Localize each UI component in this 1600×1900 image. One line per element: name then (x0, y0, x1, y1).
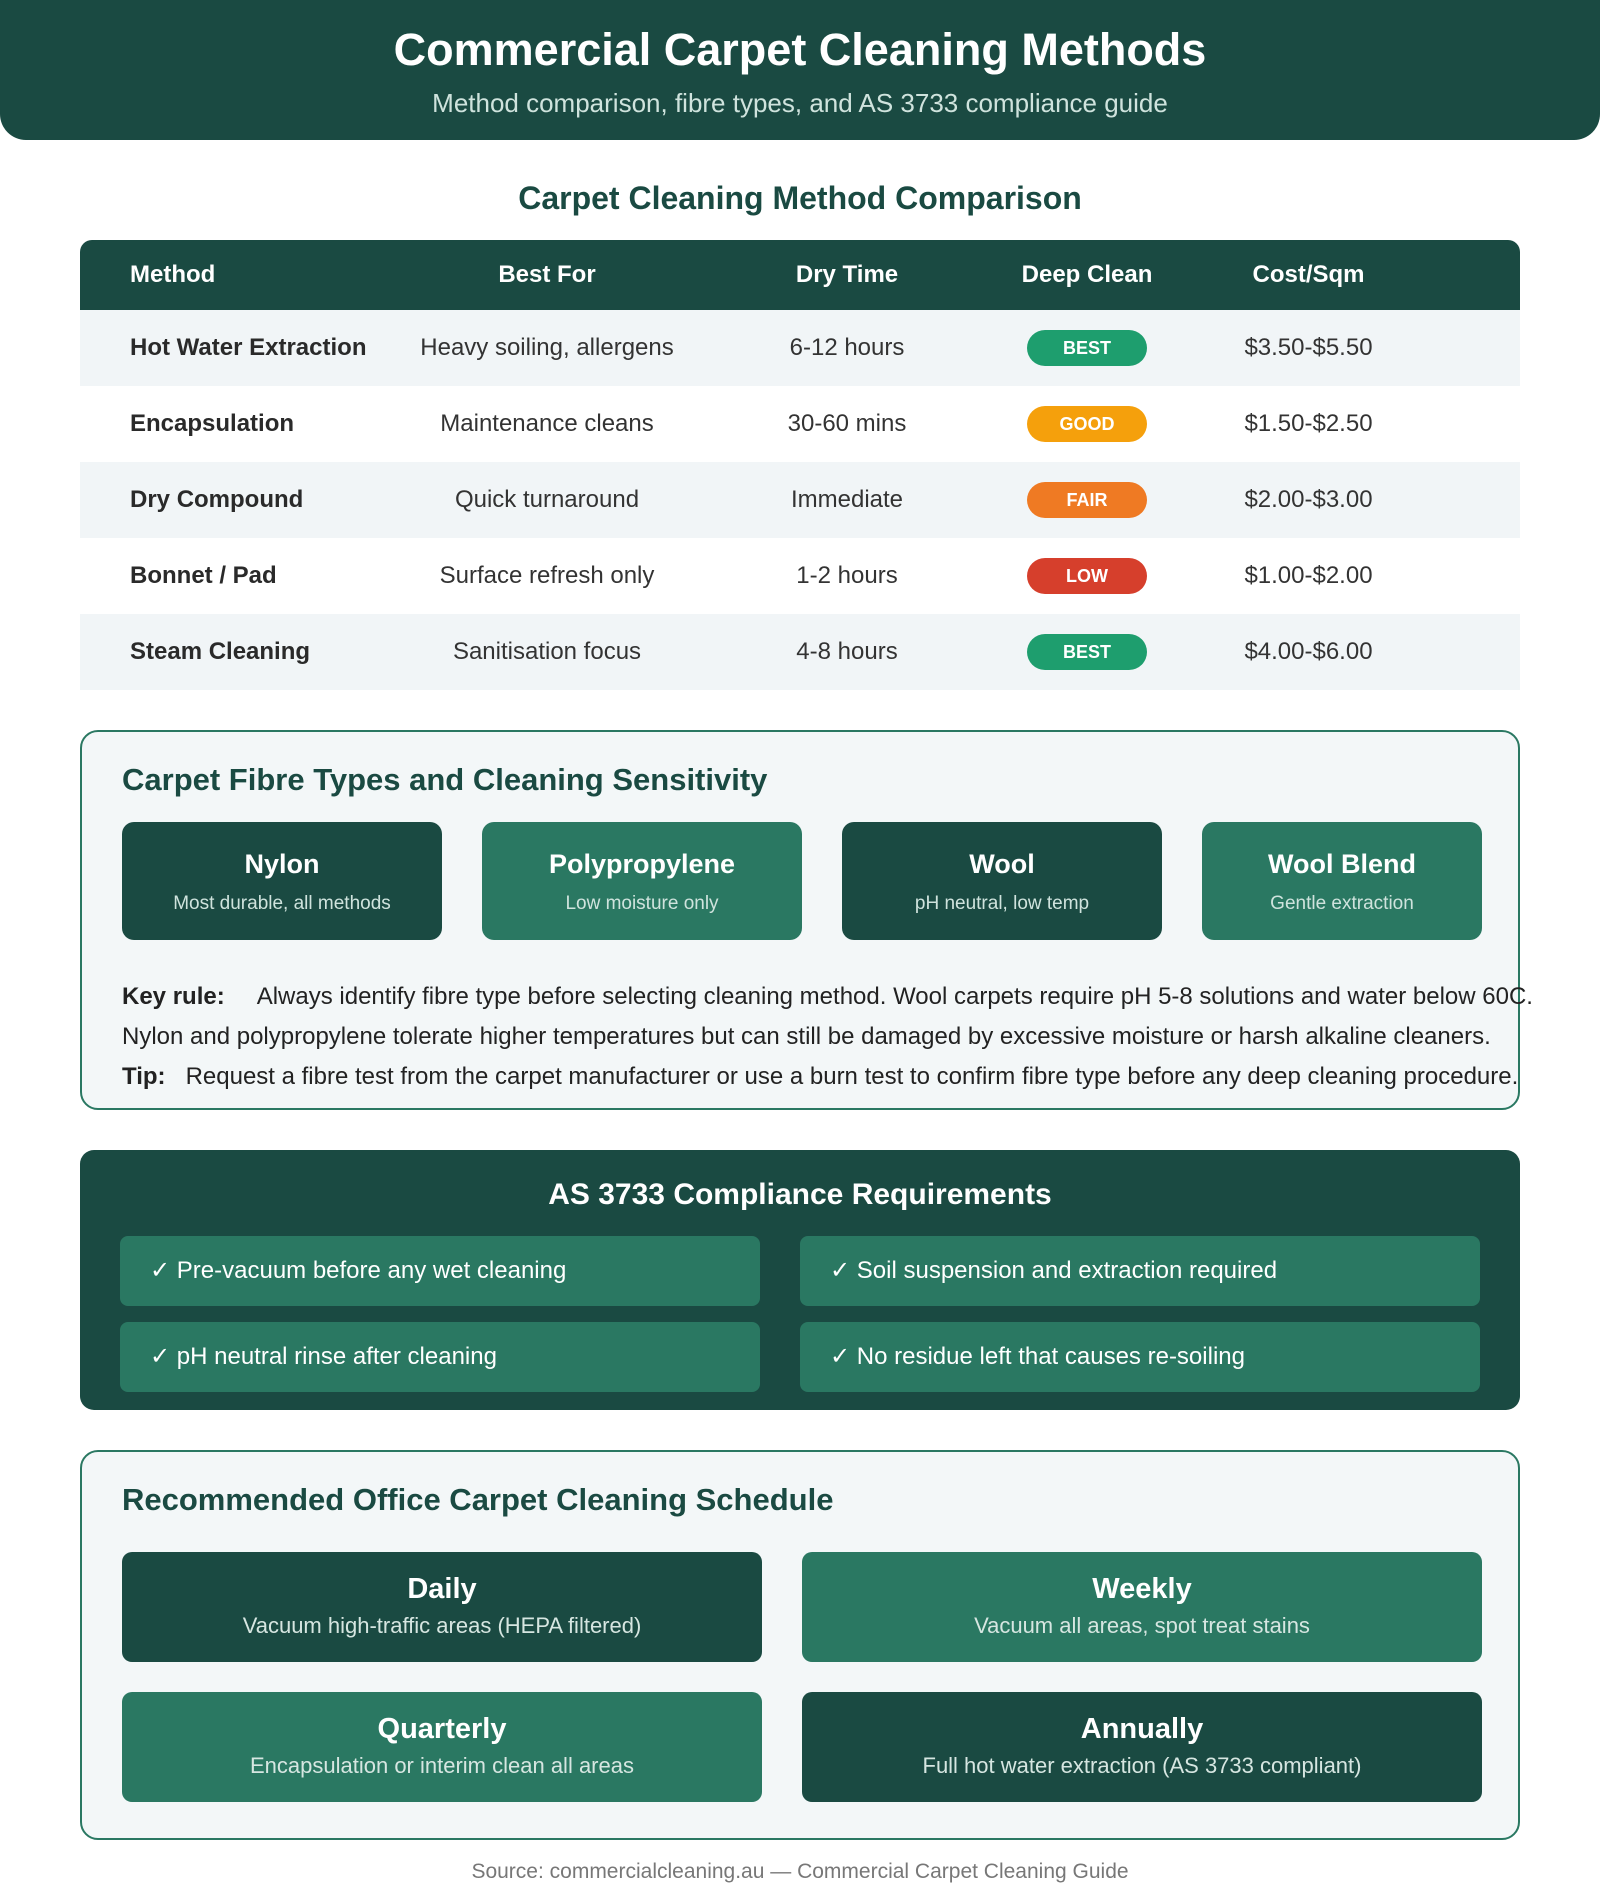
best-for-cell: Sanitisation focus (452, 638, 642, 665)
method-comparison-table (80, 240, 1520, 690)
fibre-name: Nylon (244, 849, 320, 879)
schedule-name: Quarterly (377, 1713, 507, 1745)
compliance-title: AS 3733 Compliance Requirements (548, 1178, 1052, 1211)
best-for-cell: Maintenance cleans (440, 410, 654, 437)
schedule-desc: Encapsulation or interim clean all areas (250, 1753, 634, 1778)
best-for-cell: Quick turnaround (454, 486, 640, 513)
page-title: Commercial Carpet Cleaning Methods (393, 24, 1207, 75)
deep-clean-badge: BEST (1027, 330, 1147, 366)
fibre-name: Wool Blend (1268, 849, 1416, 879)
table-row (80, 310, 1520, 386)
fibre-card-wool-blend (1202, 822, 1482, 940)
fibre-desc: Most durable, all methods (173, 893, 391, 914)
table-row (80, 538, 1520, 614)
cost-cell: $4.00-$6.00 (1244, 638, 1373, 665)
comparison-title: Carpet Cleaning Method Comparison (518, 180, 1082, 216)
dry-time-cell: 30-60 mins (787, 410, 907, 437)
table-row (80, 462, 1520, 538)
tip-body: Request a fibre test from the carpet manufacturer or use a burn test to confirm fibre type before any deep cleaning procedure. (185, 1063, 1519, 1090)
fibre-types-panel (80, 730, 1533, 1110)
schedule-panel (80, 1450, 1520, 1840)
method-cell: Encapsulation (130, 410, 295, 437)
fibre-card-nylon (122, 822, 442, 940)
compliance-panel (80, 1150, 1520, 1410)
cost-cell: $2.00-$3.00 (1244, 486, 1373, 513)
deep-clean-badge: LOW (1027, 558, 1147, 594)
compliance-item: ✓ pH neutral rinse after cleaning (120, 1322, 760, 1392)
table-body (80, 310, 1520, 690)
compliance-item: ✓ Soil suspension and extraction required (800, 1236, 1480, 1306)
schedule-title: Recommended Office Carpet Cleaning Schedule (122, 1482, 834, 1517)
cost-cell: $1.50-$2.50 (1244, 410, 1373, 437)
cost-cell: $1.00-$2.00 (1244, 562, 1373, 589)
column-header-deep-clean: Deep Clean (1021, 261, 1153, 288)
fibre-name: Polypropylene (548, 849, 736, 879)
dry-time-cell: 4-8 hours (796, 638, 898, 665)
column-header-cost: Cost/Sqm (1252, 261, 1365, 288)
cost-cell: $3.50-$5.50 (1244, 334, 1373, 361)
page-header (0, 0, 1600, 140)
schedule-desc: Vacuum high-traffic areas (HEPA filtered) (242, 1613, 642, 1638)
tip-label: Tip: (122, 1063, 166, 1090)
schedule-desc: Full hot water extraction (AS 3733 compliant) (922, 1753, 1362, 1778)
key-rule-body-2: Nylon and polypropylene tolerate higher temperatures but can still be damaged by excessive moisture or harsh alkaline cleaners. (122, 1023, 1491, 1050)
key-rule-label: Key rule: (122, 983, 225, 1010)
deep-clean-badge: FAIR (1027, 482, 1147, 518)
method-cell: Steam Cleaning (130, 638, 311, 665)
schedule-name: Annually (1080, 1713, 1204, 1745)
schedule-card-quarterly (122, 1692, 762, 1802)
schedule-desc: Vacuum all areas, spot treat stains (974, 1613, 1310, 1638)
dry-time-cell: 1-2 hours (796, 562, 898, 589)
fibre-types-title: Carpet Fibre Types and Cleaning Sensitivity (122, 762, 768, 797)
fibre-card-polypropylene (482, 822, 802, 940)
page-subtitle: Method comparison, fibre types, and AS 3733 compliance guide (432, 88, 1168, 118)
schedule-name: Daily (407, 1573, 477, 1605)
best-for-cell: Heavy soiling, allergens (420, 334, 674, 361)
fibre-desc: Gentle extraction (1270, 893, 1414, 914)
dry-time-cell: Immediate (790, 486, 904, 513)
schedule-card-daily (122, 1552, 762, 1662)
method-cell: Hot Water Extraction (130, 334, 367, 361)
fibre-name: Wool (969, 849, 1035, 879)
source-footer: Source: commercialcleaning.au — Commercial Carpet Cleaning Guide (471, 1860, 1129, 1883)
table-row (80, 386, 1520, 462)
column-header-method: Method (130, 261, 216, 288)
fibre-card-wool (842, 822, 1162, 940)
method-cell: Bonnet / Pad (130, 562, 277, 589)
fibre-desc: pH neutral, low temp (914, 893, 1090, 914)
dry-time-cell: 6-12 hours (789, 334, 905, 361)
table-row (80, 614, 1520, 690)
table-header (80, 240, 1520, 310)
column-header-dry-time: Dry Time (795, 261, 899, 288)
column-header-best-for: Best For (498, 261, 596, 288)
schedule-card-annually (802, 1692, 1482, 1802)
schedule-card-weekly (802, 1552, 1482, 1662)
key-rule-body: Always identify fibre type before selecting cleaning method. Wool carpets require pH 5-8 solutions and water below 60C. (256, 983, 1533, 1010)
fibre-desc: Low moisture only (565, 893, 719, 914)
compliance-item: ✓ No residue left that causes re-soiling (800, 1322, 1480, 1392)
deep-clean-badge: BEST (1027, 634, 1147, 670)
deep-clean-badge: GOOD (1027, 406, 1147, 442)
schedule-name: Weekly (1092, 1573, 1192, 1605)
method-cell: Dry Compound (130, 486, 304, 513)
key-rule-text (122, 977, 1542, 1097)
best-for-cell: Surface refresh only (439, 562, 655, 589)
compliance-item: ✓ Pre-vacuum before any wet cleaning (120, 1236, 760, 1306)
